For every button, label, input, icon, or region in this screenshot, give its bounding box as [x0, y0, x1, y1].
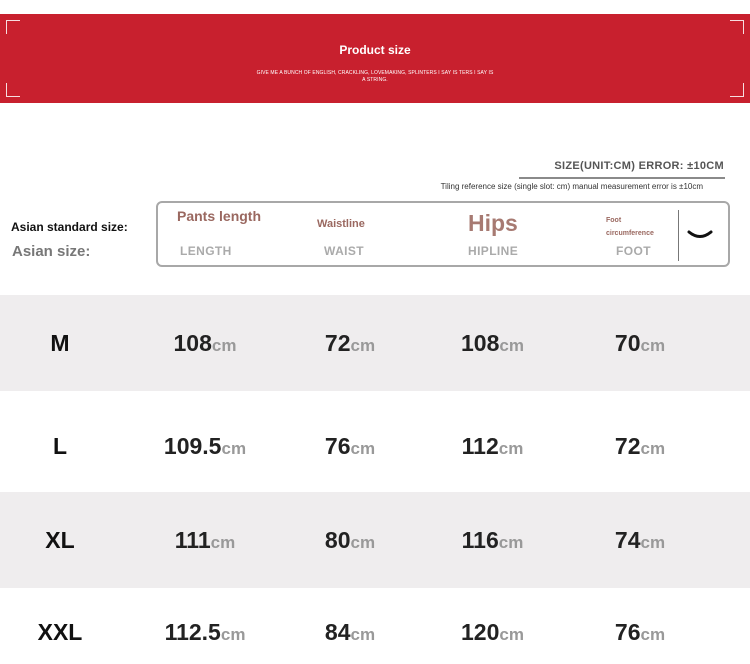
asian-size-label: Asian size:	[12, 243, 91, 260]
banner-corner-decoration	[730, 20, 744, 34]
asian-standard-size-label: Asian standard size:	[11, 220, 128, 234]
hip-cell	[420, 398, 565, 494]
column-header-cn: Pants length	[177, 208, 262, 224]
waist-cell	[285, 492, 415, 588]
size-label: L	[52, 433, 68, 459]
size-label: XL	[45, 527, 75, 553]
column-header-cn: Waistline	[317, 218, 365, 230]
length-cell	[130, 398, 280, 494]
value: 120	[461, 619, 500, 645]
waist-cell	[285, 398, 415, 494]
product-size-banner	[0, 14, 750, 103]
value: 108	[461, 330, 500, 356]
value: 76	[324, 433, 351, 459]
value: 109.5	[163, 433, 222, 459]
unit: cm	[640, 533, 666, 552]
foot-cell	[575, 295, 705, 391]
value: 72	[324, 330, 351, 356]
banner-title: Product size	[339, 43, 411, 57]
foot-cell	[575, 492, 705, 588]
column-header-hips	[443, 203, 593, 265]
column-header-cn: Foot circumference	[606, 217, 654, 237]
value: 112	[461, 433, 499, 459]
column-header-en: WAIST	[324, 244, 364, 258]
column-header-en: HIPLINE	[468, 244, 519, 258]
unit: cm	[498, 439, 524, 458]
unit: cm	[350, 533, 376, 552]
foot-cell	[575, 398, 705, 494]
waist-cell	[285, 584, 415, 664]
unit: cm	[350, 625, 376, 644]
length-cell	[130, 492, 280, 588]
value: 108	[173, 330, 212, 356]
value: 70	[614, 330, 641, 356]
size-label: M	[50, 330, 70, 356]
column-header-waist	[298, 203, 443, 265]
unit: cm	[498, 533, 524, 552]
chevron-down-icon[interactable]	[687, 229, 713, 243]
column-header-cn: Hips	[468, 210, 518, 236]
tiling-reference-note: Tiling reference size (single slot: cm) manual measurement error is ±10cm	[440, 182, 703, 191]
column-header-foot	[593, 203, 679, 265]
unit: cm	[221, 439, 247, 458]
table-row	[0, 398, 750, 494]
unit: cm	[211, 336, 237, 355]
value: 84	[324, 619, 351, 645]
banner-corner-decoration	[6, 20, 20, 34]
banner-corner-decoration	[6, 83, 20, 97]
waist-cell	[285, 295, 415, 391]
value: 80	[324, 527, 351, 553]
hip-cell	[420, 584, 565, 664]
size-unit-underline	[519, 177, 725, 179]
foot-cell	[575, 584, 705, 664]
column-header-length	[158, 203, 298, 265]
unit: cm	[499, 625, 524, 644]
column-header-en: FOOT	[616, 244, 651, 258]
unit: cm	[220, 625, 246, 644]
unit: cm	[350, 336, 376, 355]
value: 76	[614, 619, 641, 645]
banner-subtitle: GIVE ME A BUNCH OF ENGLISH, CRACKLING, LOVEMAKING, SPLINTERS I SAY IS TERS I SAY IS A STRING.	[256, 70, 494, 83]
length-cell	[130, 295, 280, 391]
value: 111	[174, 527, 211, 553]
banner-corner-decoration	[730, 83, 744, 97]
column-header-box	[156, 201, 730, 267]
header-divider	[678, 210, 679, 261]
value: 74	[614, 527, 641, 553]
table-row	[0, 295, 750, 391]
unit: cm	[350, 439, 376, 458]
hip-cell	[420, 492, 565, 588]
value: 72	[614, 433, 641, 459]
unit: cm	[499, 336, 524, 355]
size-label: XXL	[37, 619, 83, 645]
value: 116	[461, 527, 499, 553]
unit: cm	[640, 439, 666, 458]
table-row	[0, 584, 750, 664]
length-cell	[130, 584, 280, 664]
unit: cm	[640, 625, 666, 644]
hip-cell	[420, 295, 565, 391]
table-row	[0, 492, 750, 588]
unit: cm	[640, 336, 666, 355]
size-unit-note: SIZE(UNIT:CM) ERROR: ±10CM	[554, 160, 724, 172]
column-header-en: LENGTH	[180, 244, 232, 258]
value: 112.5	[164, 619, 221, 645]
unit: cm	[210, 533, 236, 552]
